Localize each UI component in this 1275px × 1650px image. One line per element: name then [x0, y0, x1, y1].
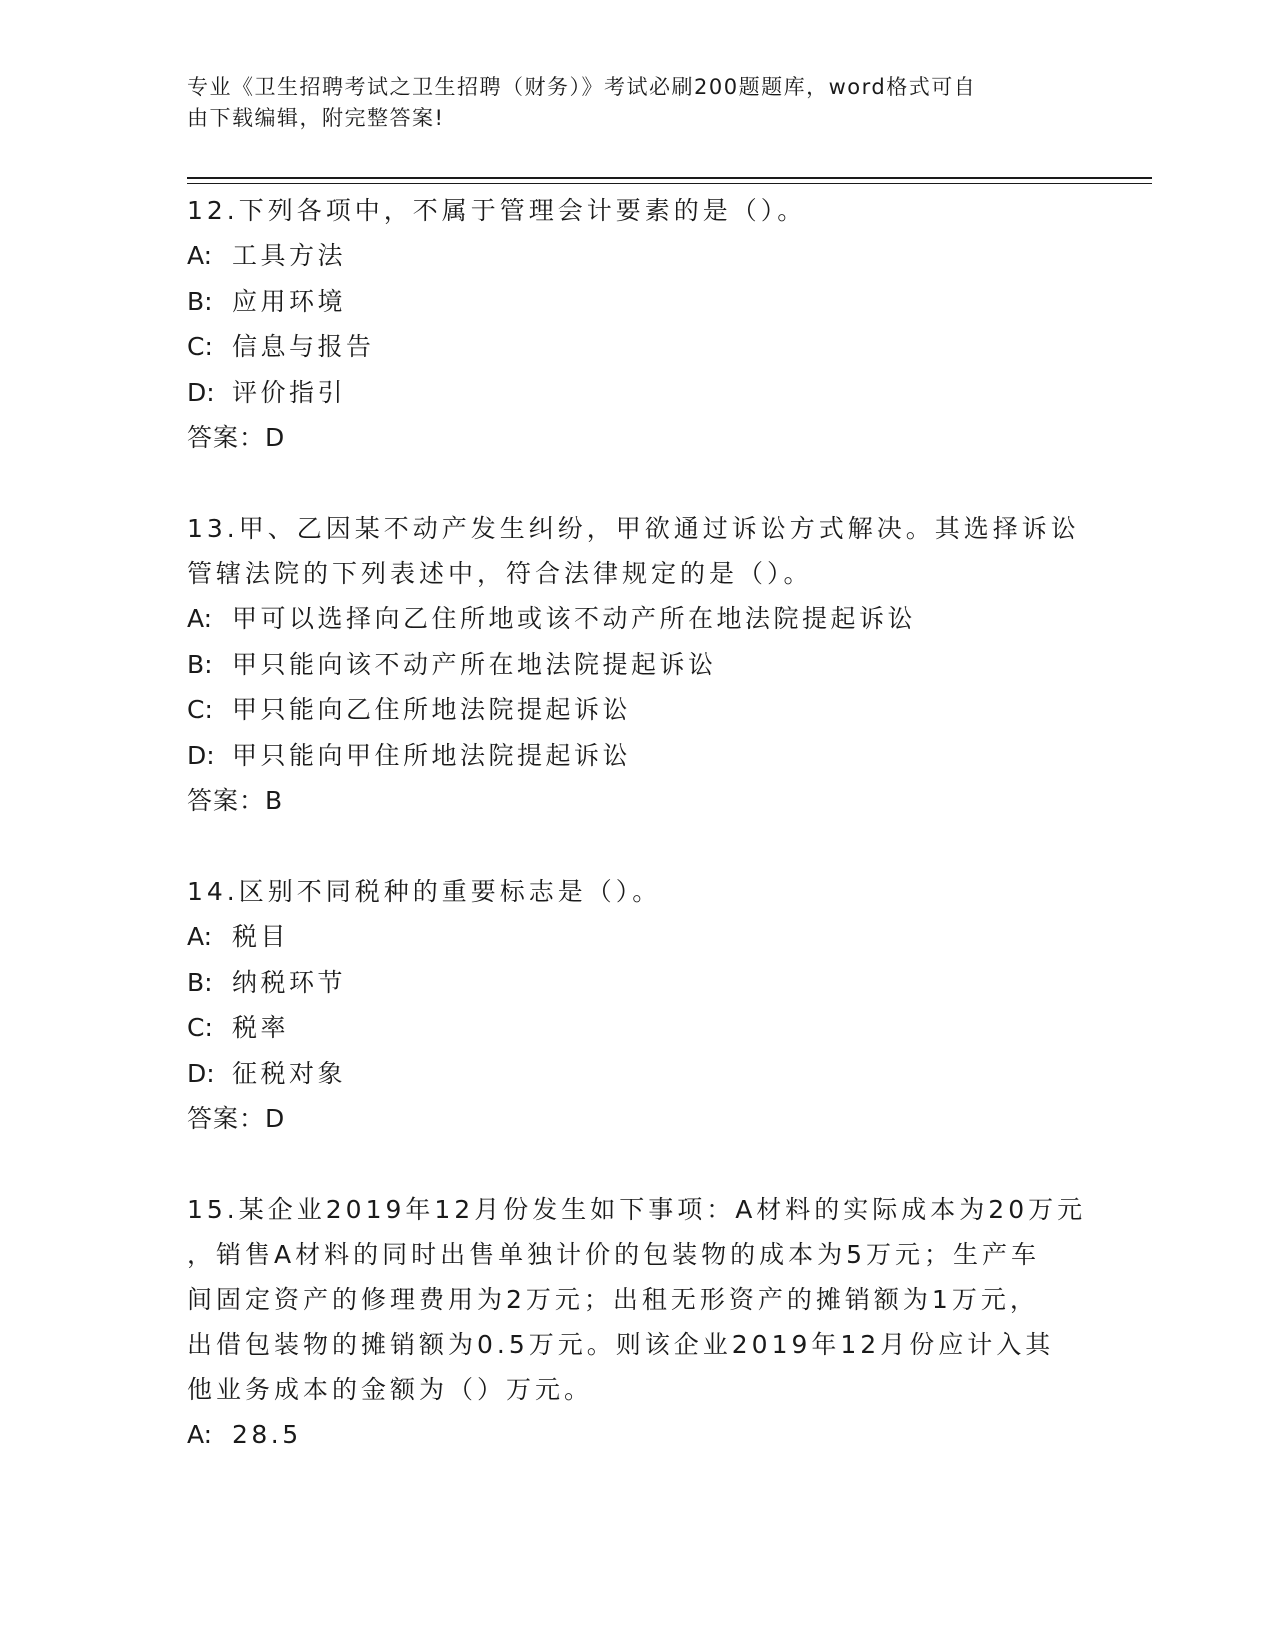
option-text: 工具方法	[232, 241, 347, 270]
answer-line: 答案：D	[187, 1104, 286, 1133]
option-text: 甲只能向甲住所地法院提起诉讼	[232, 740, 632, 770]
option-b	[187, 960, 1087, 1006]
option-a	[187, 1412, 1087, 1458]
option-letter: C:	[187, 695, 213, 724]
option-text: 应用环境	[232, 286, 347, 316]
question-stem-line-5: 他业务成本的金额为（）万元。	[187, 1375, 594, 1404]
question-stem: 12.下列各项中，不属于管理会计要素的是（）。	[187, 196, 807, 225]
option-b	[187, 279, 1087, 325]
question-stem-line-4: 出借包装物的摊销额为0.5万元。则该企业2019年12月份应计入其	[187, 1330, 1055, 1359]
question-stem-line-1: 15.某企业2019年12月份发生如下事项：A材料的实际成本为20万元	[187, 1195, 1087, 1224]
option-text: 甲只能向该不动产所在地法院提起诉讼	[232, 649, 717, 679]
option-text: 税率	[232, 1013, 290, 1042]
option-a	[187, 914, 1087, 960]
option-c	[187, 687, 1087, 733]
document-header	[187, 72, 1087, 134]
option-letter: B:	[187, 967, 213, 997]
option-c	[187, 324, 1087, 370]
option-d	[187, 733, 1087, 779]
answer-line: 答案：B	[187, 786, 284, 815]
option-d	[187, 370, 1087, 416]
option-text: 评价指引	[232, 377, 347, 407]
header-divider-thick	[187, 177, 1152, 179]
header-divider-thin	[187, 183, 1152, 184]
option-a	[187, 233, 1087, 279]
option-letter: B:	[187, 286, 213, 316]
question-12	[187, 188, 1087, 460]
option-letter: D:	[187, 740, 215, 770]
question-stem-line-2: 管辖法院的下列表述中，符合法律规定的是（）。	[187, 559, 813, 588]
option-letter: A:	[187, 922, 213, 951]
question-stem-line-1: 13.甲、乙因某不动产发生纠纷，甲欲通过诉讼方式解决。其选择诉讼	[187, 514, 1080, 543]
option-a	[187, 596, 1087, 642]
option-letter: C:	[187, 1013, 213, 1042]
option-letter: A:	[187, 241, 213, 270]
header-line-1: 专业《卫生招聘考试之卫生招聘（财务）》考试必刷200题题库，word格式可自	[187, 75, 977, 99]
option-letter: A:	[187, 604, 213, 633]
option-letter: C:	[187, 332, 213, 361]
option-letter: B:	[187, 649, 213, 679]
question-stem-line-2: ，销售A材料的同时出售单独计价的包装物的成本为5万元；生产车	[187, 1240, 1041, 1269]
option-text: 28.5	[232, 1420, 302, 1449]
option-text: 征税对象	[232, 1058, 347, 1088]
option-text: 纳税环节	[232, 967, 347, 997]
option-letter: D:	[187, 377, 215, 407]
option-c	[187, 1005, 1087, 1051]
question-15	[187, 1187, 1087, 1458]
option-text: 信息与报告	[232, 332, 375, 361]
header-line-2: 由下载编辑，附完整答案!	[187, 106, 445, 130]
option-letter: D:	[187, 1058, 215, 1088]
answer-line: 答案：D	[187, 423, 286, 452]
question-stem-line-3: 间固定资产的修理费用为2万元；出租无形资产的摊销额为1万元，	[187, 1285, 1039, 1314]
option-b	[187, 642, 1087, 688]
option-text: 税目	[232, 922, 290, 951]
question-13	[187, 506, 1087, 823]
option-letter: A:	[187, 1420, 213, 1449]
question-stem: 14.区别不同税种的重要标志是（）。	[187, 877, 662, 906]
option-d	[187, 1051, 1087, 1097]
question-14	[187, 869, 1087, 1141]
option-text: 甲可以选择向乙住所地或该不动产所在地法院提起诉讼	[232, 604, 917, 633]
question-list	[187, 188, 1087, 1504]
option-text: 甲只能向乙住所地法院提起诉讼	[232, 695, 632, 724]
